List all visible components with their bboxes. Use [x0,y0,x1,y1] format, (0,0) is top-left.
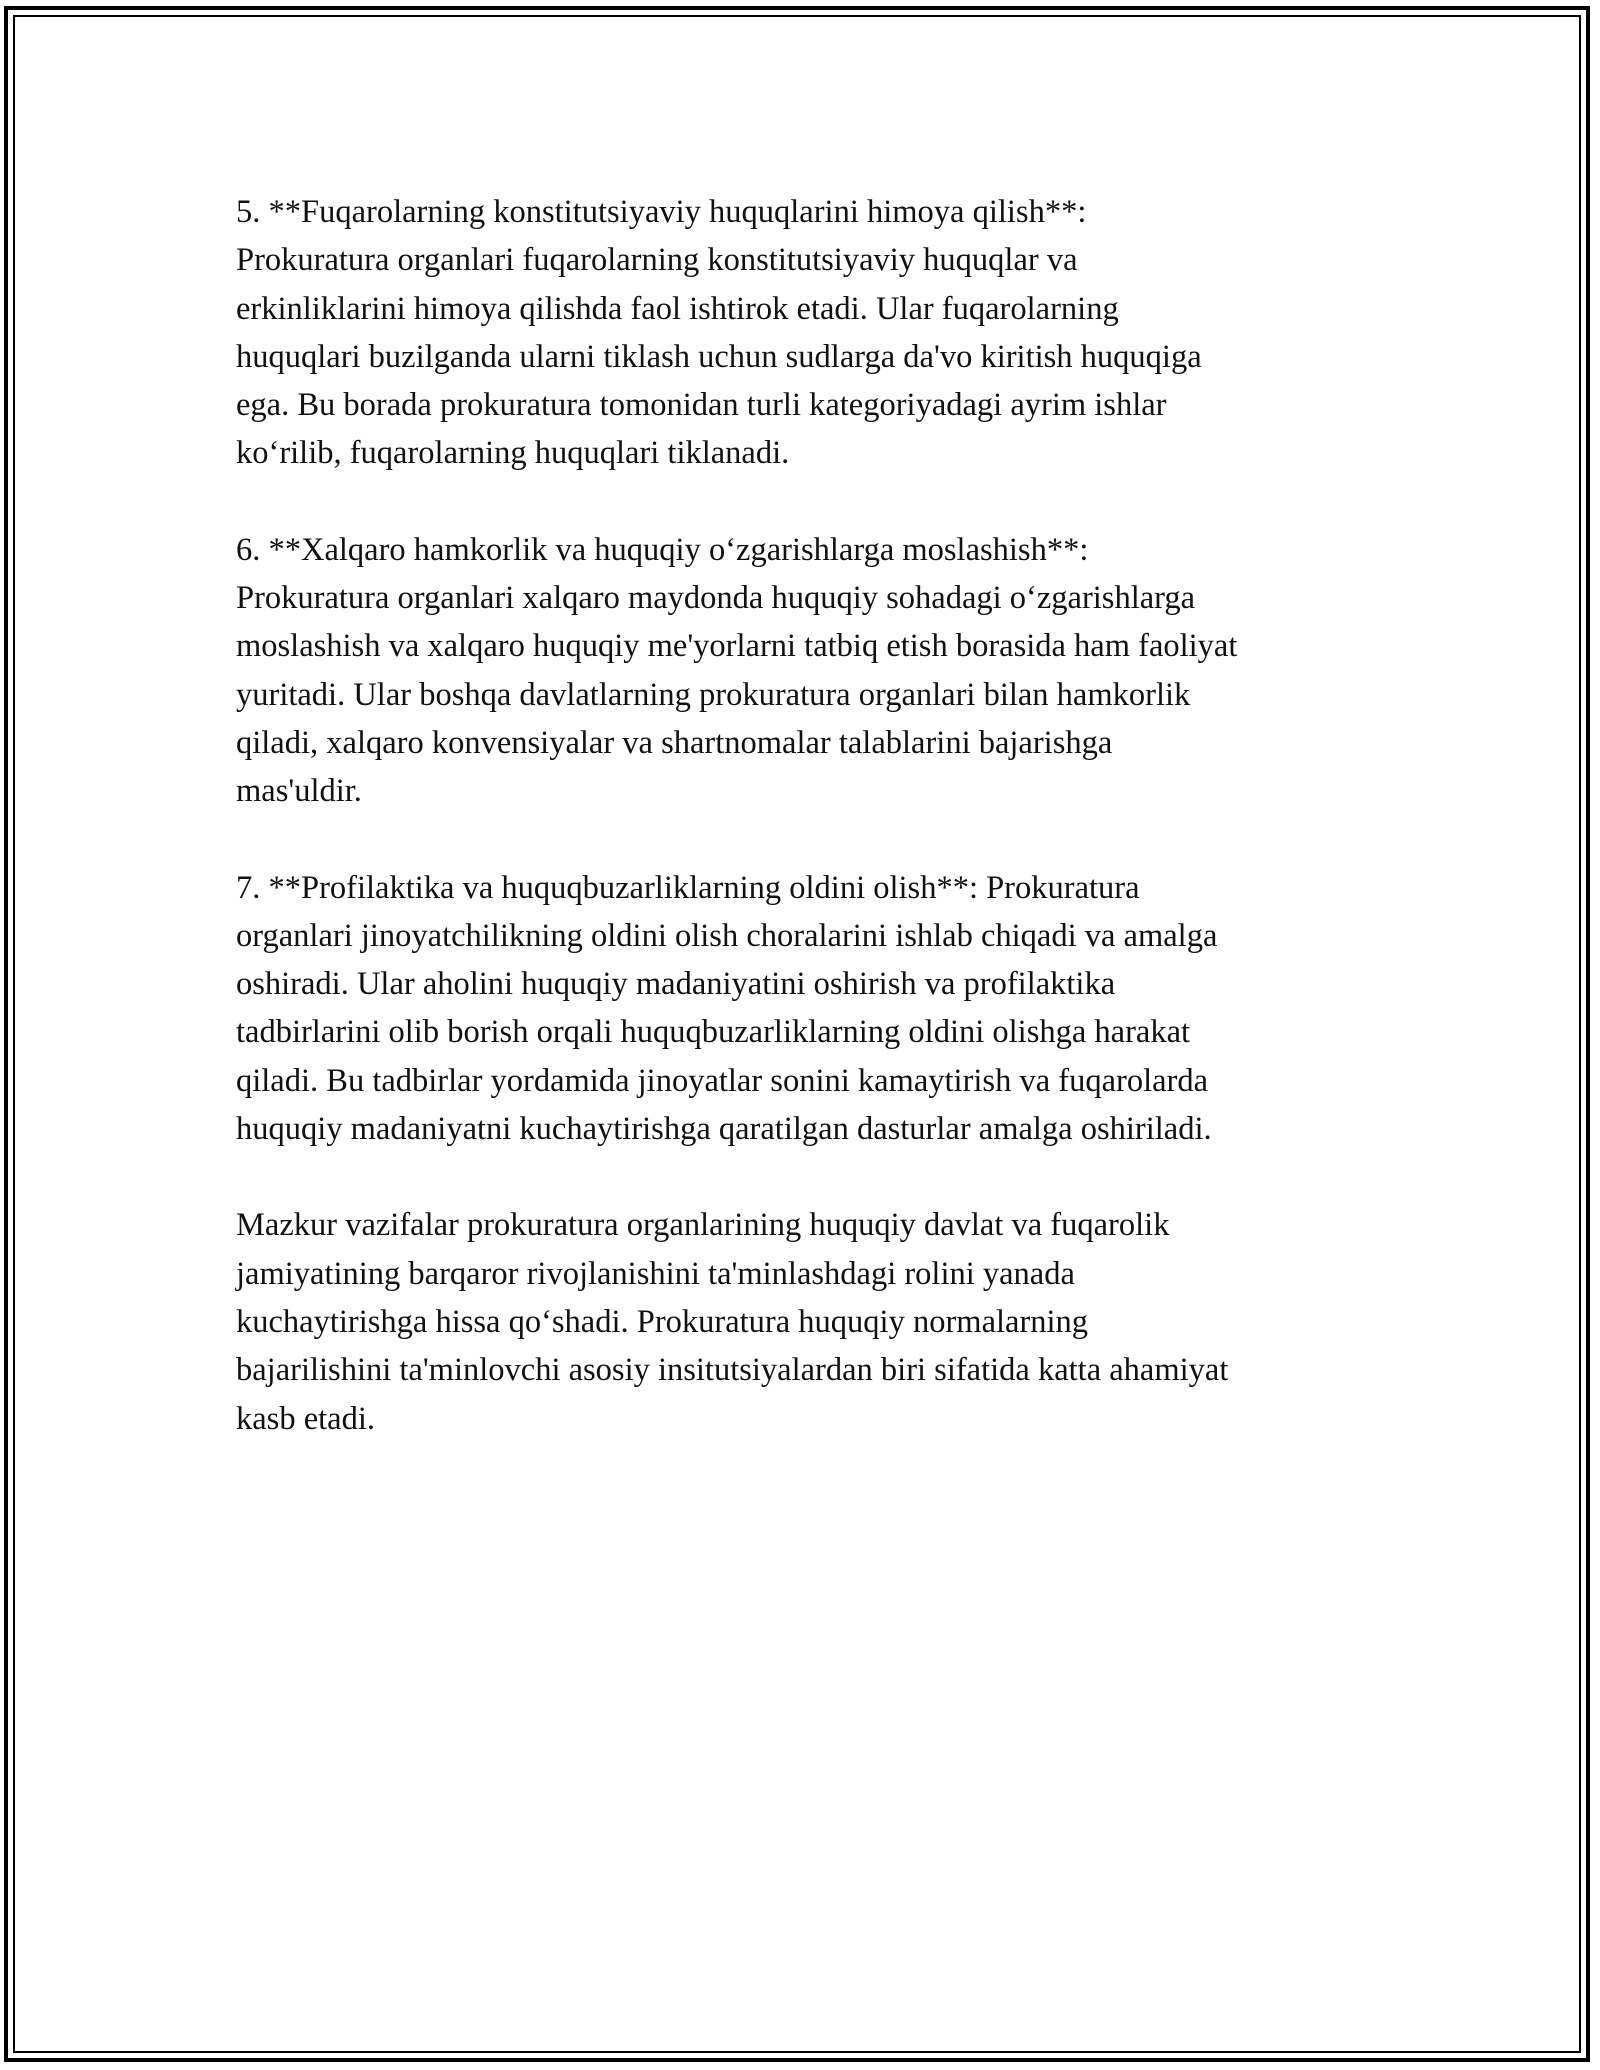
paragraph-7-prevention: 7. **Profilaktika va huquqbuzarliklarning oldini olish**: Prokuratura organlari jinoyatchilikning oldini olish choralarini ishlab chiqadi va amalga oshiradi. Ular aholini huquqiy madaniyatini oshirish va profilaktika tadbirlarini olib borish orqali huquqbuzarliklarning oldini olishga harakat qiladi. Bu tadbirlar yordamida jinoyatlar sonini kamaytirish va fuqarolarda huquqiy madaniyatni kuchaytirishga qaratilgan dasturlar amalga oshiriladi. [236,869,1218,1148]
paragraph-5-citizens-rights: 5. **Fuqarolarning konstitutsiyaviy huquqlarini himoya qilish**: Prokuratura organlari fuqarolarning konstitutsiyaviy huquqlar va erkinliklarini himoya qilishda faol ishtirok etadi. Ular fuqarolarning huquqlari buzilganda ularni tiklash uchun sudlarga da'vo kiritish huquqiga ega. Bu borada prokuratura tomonidan turli kategoriyadagi ayrim ishlar ko‘rilib, fuqarolarning huquqlari tiklanadi. [236,194,1202,472]
paragraph-6-international-cooperation: 6. **Xalqaro hamkorlik va huquqiy o‘zgarishlarga moslashish**: Prokuratura organlari xalqaro maydonda huquqiy sohadagi o‘zgarishlarga moslashish va xalqaro huquqiy me'yorlarni tatbiq etish borasida ham faoliyat yuritadi. Ular boshqa davlatlarning prokuratura organlari bilan hamkorlik qiladi, xalqaro konvensiyalar va shartnomalar talablarini bajarishga mas'uldir. [236,531,1238,810]
paragraph-conclusion: Mazkur vazifalar prokuratura organlarining huquqiy davlat va fuqarolik jamiyatining barqaror rivojlanishini ta'minlashdagi rolini yanada kuchaytirishga hissa qo‘shadi. Prokuratura huquqiy normalarning bajarilishini ta'minlovchi asosiy insitutsiyalardan biri sifatida katta ahamiyat kasb etadi. [236,1207,1229,1437]
document-body [236,188,1376,1491]
